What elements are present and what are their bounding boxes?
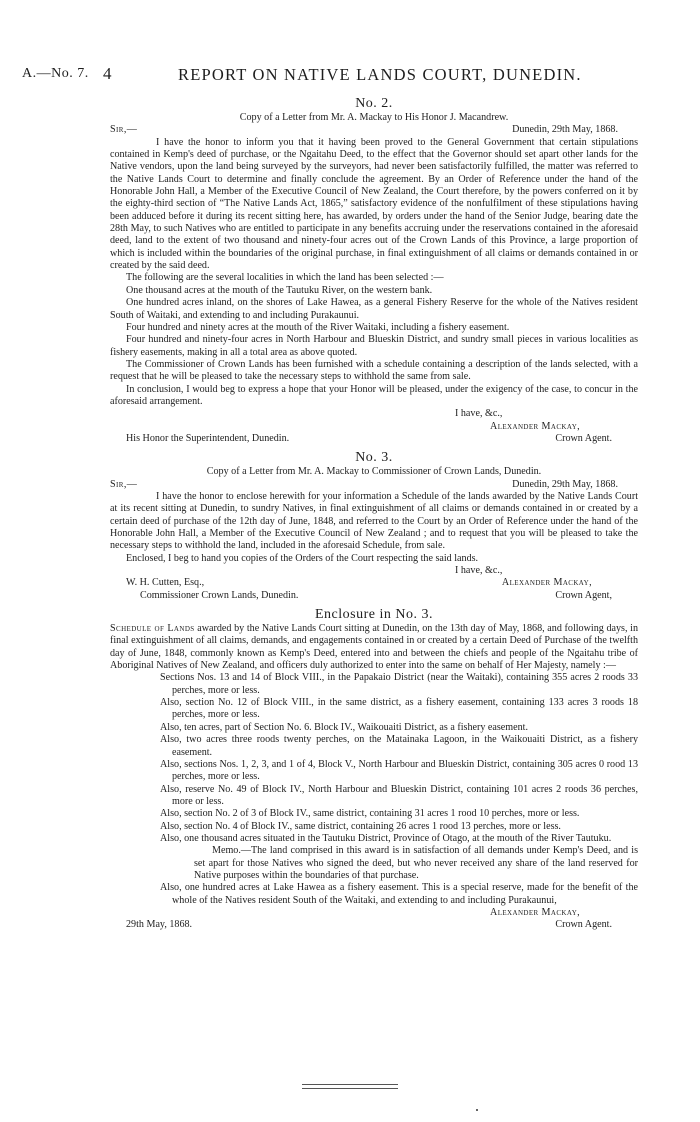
enclosure-intro-text: awarded by the Native Lands Court sitting at Dunedin, on the 13th day of May, 1868, and following days, in final extinguishment of all claims, demands, and engagements contained in or created by a certain Deed of Purchase of the twelfth day of June, 1848, commonly known as Kemp's Deed, entered into and between the chiefs and people of the Ngaitahu tribe of Aboriginal Natives of New Zealand, and officers duly authorized to enter into the same on behalf of Her Majesty, namely :—: [110, 623, 638, 672]
parliamentary-paper-ref: A.—No. 7.: [22, 66, 89, 81]
doc2-number: No. 2.: [355, 96, 393, 111]
page-number: 4: [103, 64, 112, 83]
doc3-para2: Enclosed, I beg to hand you copies of the Orders of the Court respecting the said lands.: [126, 552, 479, 564]
schedule-item: Also, sections Nos. 1, 2, 3, and 1 of 4, Block V., North Harbour and Blueskin District, containing 305 acres 0 rood 13 perches, more or less.: [160, 758, 638, 783]
doc2-footer-row: [110, 433, 638, 445]
running-header: [0, 66, 700, 86]
doc3-heading: Copy of a Letter from Mr. A. Mackay to Commissioner of Crown Lands, Dunedin.: [206, 466, 542, 478]
doc2-place-date: Dunedin, 29th May, 1868.: [512, 124, 618, 136]
schedule-item: Also, ten acres, part of Section No. 6. Block IV., Waikouaiti District, as a fishery easement.: [160, 721, 528, 733]
doc2-addressee: His Honor the Superintendent, Dunedin.: [126, 432, 290, 444]
doc2-para1: I have the honor to inform you that it having been proved to the General Government that certain stipulations contained in Kemp's deed of purchase, or the Ngaitahu Deed, to the effect that the Governor should set apart other lands for the Native vendors, upon the land being surveyed by the surveyors, had never been satisfactorily fulfilled, the matter was referred to the Native Lands Court to determine and finally conclude the agreement. By an Order of Reference under the hand of the Honorable John Hall, a Member of the Executive Council of New Zealand, the Court therefore, by the powers conferred on it by the eighty-third section of “The Native Lands Act, 1865,” satisfactory evidence of the nonfulfilment of these stipulations having been adduced before it during its recent sitting here, has awarded, by orders under the hand of the Senior Judge, bearing date the 28th May, to such Natives who are entitled to participate in any benefits accruing under the reservations contained in the aforesaid deed, land to the extent of two thousand and ninety-four acres out of the Crown Lands of this Province, a large proportion of which is included within the boundaries of the original purchase, in final extinguishment of all claims or demands contained in or created by the said deed.: [110, 136, 638, 272]
doc3-sig-row-2: [110, 590, 638, 602]
end-rule-bottom: [302, 1088, 398, 1089]
print-speck: [476, 1109, 478, 1111]
doc3-salutation-row: [110, 479, 638, 491]
schedule-memo: Memo.—The land comprised in this award is in satisfaction of all demands under Kemp's Deed, and is set apart for those Natives who signed the deed, but who never received any share of the land reserved for Native purposes within the boundaries of that purchase.: [194, 845, 638, 881]
doc3-sig-row-1: [110, 577, 638, 589]
doc3-salutation: Sir,—: [110, 478, 138, 490]
doc2-heading: Copy of a Letter from Mr. A. Mackay to His Honor J. Macandrew.: [239, 112, 509, 123]
doc2-para8: In conclusion, I would beg to express a hope that your Honor will be pleased, under the exigency of the case, to concur in the aforesaid arrangement.: [110, 383, 638, 407]
doc3-addressee-name: W. H. Cutten, Esq.,: [126, 577, 205, 589]
doc2-para7: The Commissioner of Crown Lands has been furnished with a schedule containing a description of the lands selected, with a request that he will be pleased to take the necessary steps to withhold the same from sale.: [110, 358, 638, 383]
schedule-item: Also, one thousand acres situated in the Tautuku District, Province of Otago, at the mouth of the River Tautuku.: [160, 832, 612, 844]
doc2-para6: Four hundred and ninety-four acres in North Harbour and Blueskin District, and sundry small pieces in various localities as fishery easements, making in all a total area as above quoted.: [110, 334, 638, 358]
doc3-sig-title: Crown Agent,: [555, 589, 612, 601]
doc2-closing: I have, &c.,: [455, 408, 503, 420]
doc3-place-date: Dunedin, 29th May, 1868.: [512, 478, 618, 490]
enclosure-sig-title: Crown Agent.: [555, 919, 612, 931]
doc2-salutation: Sir,—: [110, 124, 138, 136]
enclosure-intro-lead: Schedule of Lands: [110, 623, 195, 635]
doc3-addressee-office: Commissioner Crown Lands, Dunedin.: [140, 589, 299, 601]
doc2-para4: One hundred acres inland, on the shores of Lake Hawea, as a general Fishery Reserve for the whole of the Natives resident South of Waitaki, and extending to and including Purakaunui.: [110, 297, 638, 321]
doc3-para1: I have the honor to enclose herewith for your information a Schedule of the lands awarded by the Native Lands Court at its recent sitting at Dunedin, to sundry Natives, in final extinguishment of all claims or demands contained in or created by a certain deed of purchase of the 12th day of June, 1848, and referred to the Court by an Order of Reference under the hand of the Honorable John Hall, a Member of the Executive Council of New Zealand ; and to request that you will be pleased to take the necessary steps to withhold the land, included in the aforesaid Schedule, from sale.: [110, 490, 638, 552]
report-title: REPORT ON NATIVE LANDS COURT, DUNEDIN.: [178, 65, 582, 84]
enclosure-footer-row: [110, 919, 638, 931]
doc2-para3: One thousand acres at the mouth of the Tautuku River, on the western bank.: [126, 284, 433, 296]
doc2-signature: Alexander Mackay,: [490, 420, 581, 432]
doc3-number: No. 3.: [355, 450, 393, 466]
doc2-salutation-row: [110, 124, 638, 136]
doc2-para5: Four hundred and ninety acres at the mouth of the River Waitaki, including a fishery easement.: [126, 321, 510, 333]
enclosure-signature: Alexander Mackay,: [490, 906, 581, 918]
schedule-item: Also, section No. 2 of 3 of Block IV., same district, containing 31 acres 1 rood 10 perches, more or less.: [160, 808, 580, 820]
schedule-item: Also, reserve No. 49 of Block IV., North Harbour and Blueskin District, containing 101 acres 2 roods 36 perches, more or less.: [160, 783, 638, 807]
enclosure-date: 29th May, 1868.: [126, 919, 193, 931]
doc2-sig-title: Crown Agent.: [555, 432, 612, 444]
schedule-item: Also, section No. 12 of Block VIII., in the same district, as a fishery easement, containing 133 acres 3 roods 18 perches, more or less.: [160, 697, 638, 721]
doc2-para2: The following are the several localities in which the land has been selected :—: [126, 272, 444, 284]
enclosure-intro: [110, 623, 638, 672]
schedule-item: Also, section No. 4 of Block IV., same district, containing 26 acres 1 rood 13 perches, more or less.: [160, 820, 561, 832]
schedule-item-last: Also, one hundred acres at Lake Hawea as a fishery easement. This is a special reserve, made for the benefit of the whole of the Natives resident South of the Waitaki, and extending to and including Purakaunui,: [160, 882, 638, 906]
document-body: [110, 95, 638, 932]
schedule-item: Sections Nos. 13 and 14 of Block VIII., in the Papakaio District (near the Waitaki), containing 355 acres 2 roods 33 perches, more or less.: [160, 672, 638, 696]
enclosure-heading: Enclosure in No. 3.: [315, 607, 433, 623]
doc3-signature: Alexander Mackay,: [501, 577, 592, 589]
schedule-item: Also, two acres three roods twenty perches, on the Matainaka Lagoon, in the Waikouaiti District, as a fishery easement.: [160, 734, 638, 758]
schedule-list: [110, 672, 638, 907]
end-rule-top: [302, 1084, 398, 1085]
doc3-closing: I have, &c.,: [455, 565, 503, 577]
